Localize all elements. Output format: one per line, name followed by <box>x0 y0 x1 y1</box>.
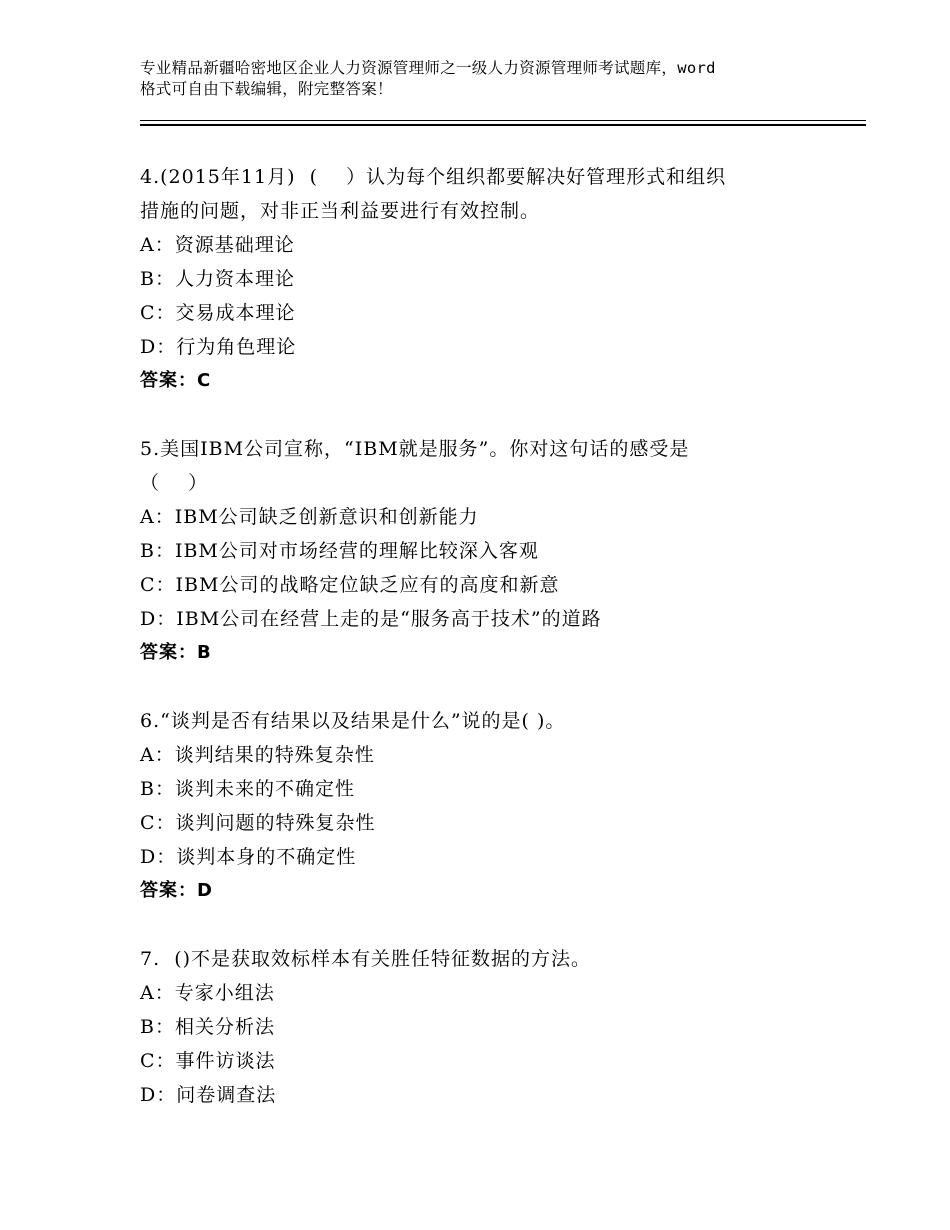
option-b: B：谈判未来的不确定性 <box>140 778 355 800</box>
answer: 答案：D <box>140 880 213 901</box>
option-a: A：专家小组法 <box>140 982 275 1004</box>
option-c: C：事件访谈法 <box>140 1050 276 1072</box>
question-7 <box>140 942 820 1112</box>
question-5 <box>140 432 820 670</box>
question-6 <box>140 704 820 908</box>
option-c: C：IBM公司的战略定位缺乏应有的高度和新意 <box>140 574 560 596</box>
option-b: B：人力资本理论 <box>140 268 295 290</box>
header-line-1: 专业精品新疆哈密地区企业人力资源管理师之一级人力资源管理师考试题库，word <box>140 59 716 77</box>
question-list <box>140 160 820 1146</box>
header-line-2: 格式可自由下载编辑，附完整答案！ <box>140 80 393 98</box>
header-divider-thin <box>140 120 866 121</box>
question-text: （ ） <box>140 472 209 494</box>
option-d: D：问卷调查法 <box>140 1084 277 1106</box>
option-a: A：谈判结果的特殊复杂性 <box>140 744 375 766</box>
question-text: 6.“谈判是否有结果以及结果是什么”说的是( )。 <box>140 710 566 732</box>
answer: 答案：C <box>140 370 212 391</box>
question-text: 7. ()不是获取效标样本有关胜任特征数据的方法。 <box>140 948 592 970</box>
option-a: A：资源基础理论 <box>140 234 295 256</box>
question-text: 5.美国IBM公司宣称，“IBM就是服务”。你对这句话的感受是 <box>140 438 690 460</box>
question-4 <box>140 160 820 398</box>
option-b: B：相关分析法 <box>140 1016 275 1038</box>
option-d: D：谈判本身的不确定性 <box>140 846 357 868</box>
document-header <box>140 58 840 100</box>
question-text: 4.(2015年11月) ( ）认为每个组织都要解决好管理形式和组织 <box>140 166 727 188</box>
question-text: 措施的问题，对非正当利益要进行有效控制。 <box>140 200 541 222</box>
option-d: D：IBM公司在经营上走的是“服务高于技术”的道路 <box>140 608 602 630</box>
header-divider-thick <box>140 124 866 126</box>
option-d: D：行为角色理论 <box>140 336 297 358</box>
option-c: C：交易成本理论 <box>140 302 296 324</box>
answer: 答案：B <box>140 642 212 663</box>
option-a: A：IBM公司缺乏创新意识和创新能力 <box>140 506 479 528</box>
option-b: B：IBM公司对市场经营的理解比较深入客观 <box>140 540 539 562</box>
option-c: C：谈判问题的特殊复杂性 <box>140 812 376 834</box>
